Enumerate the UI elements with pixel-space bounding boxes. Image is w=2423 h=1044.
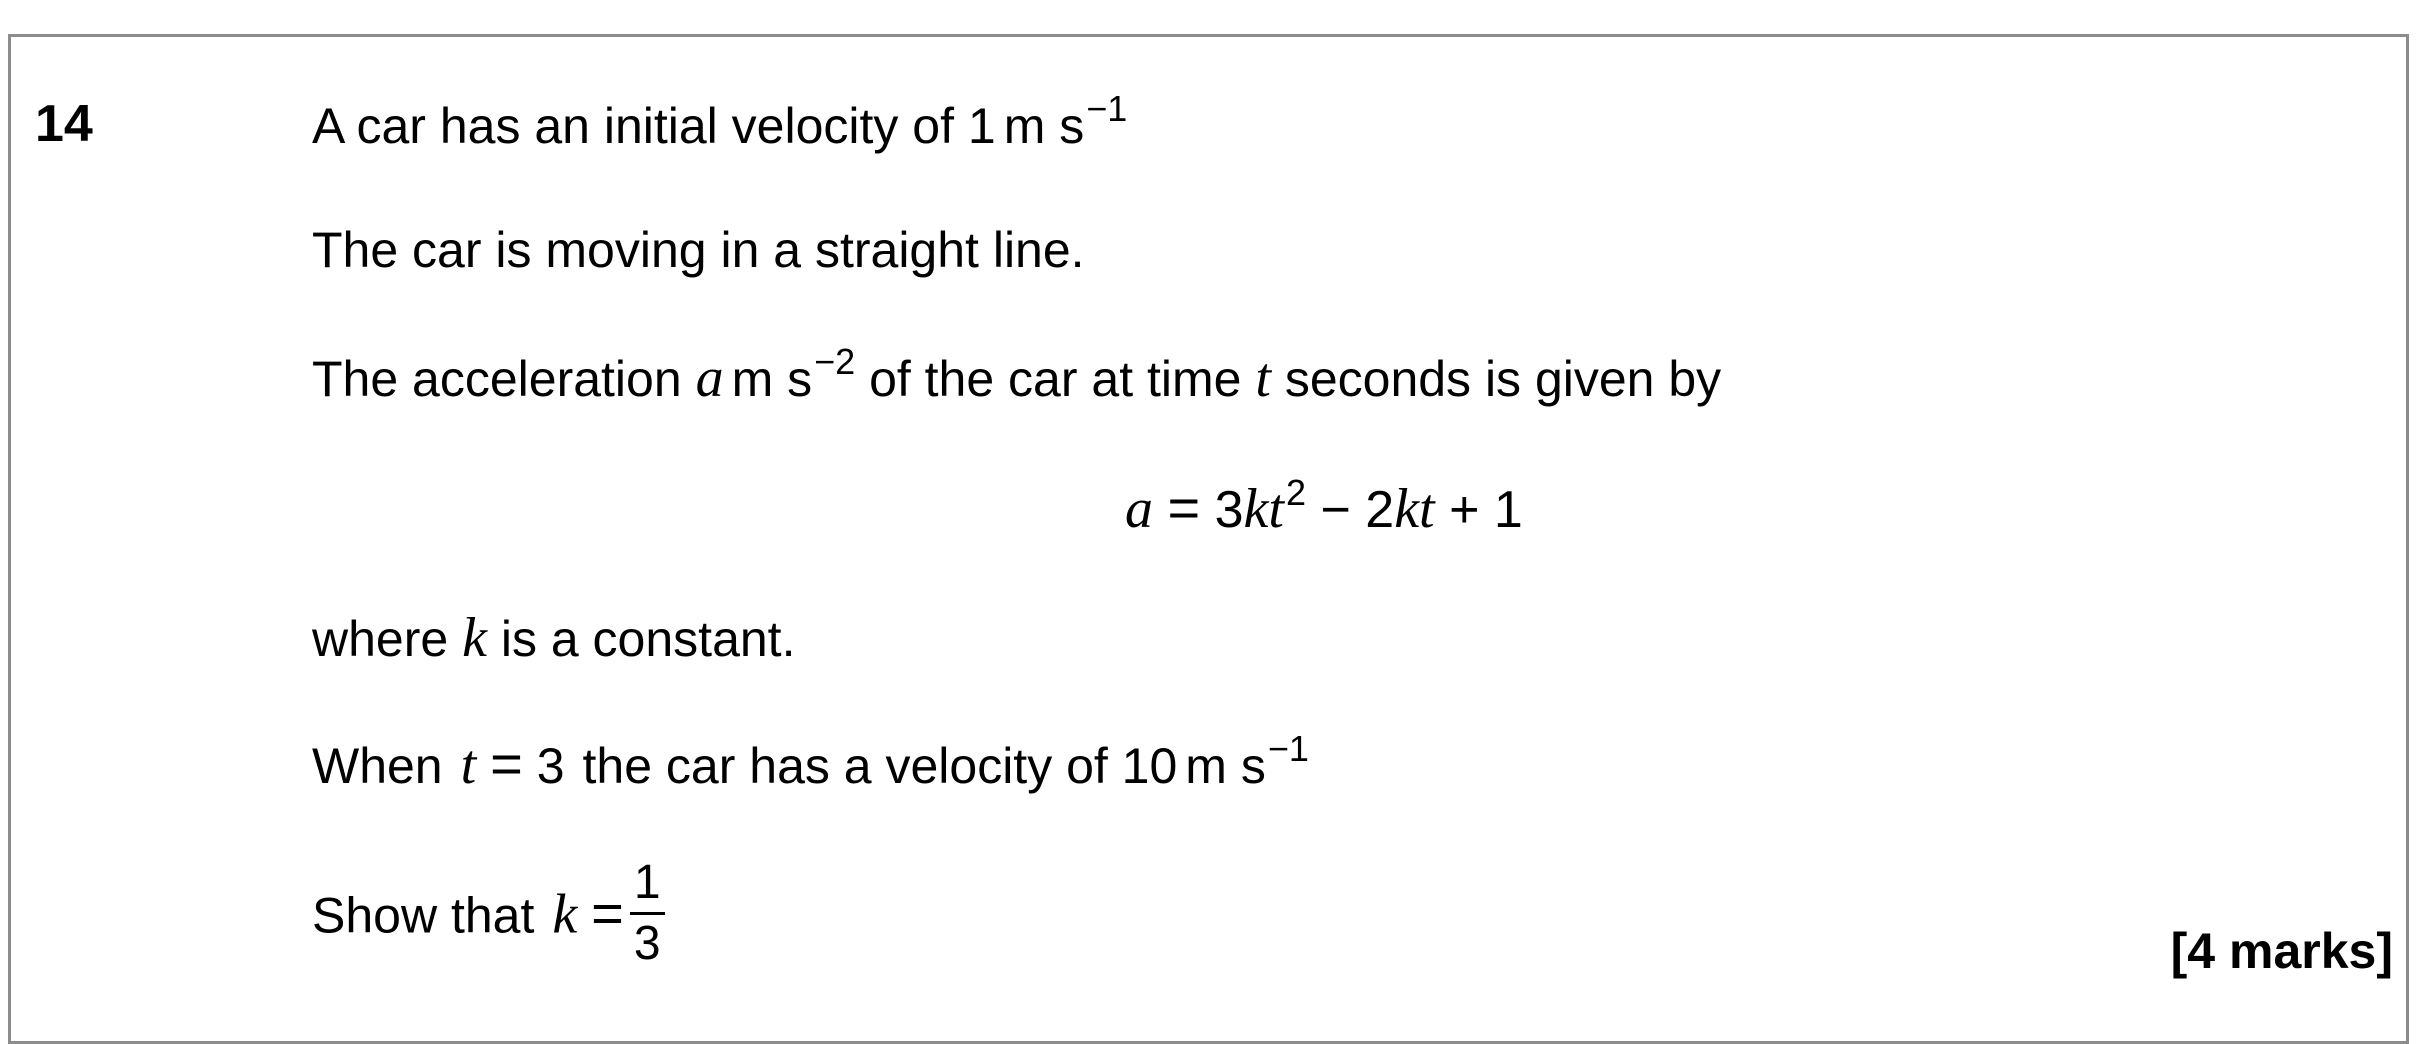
eq-term1-coef: 3 [1214,481,1244,539]
var-a: a [695,347,724,409]
line-straight-line: The car is moving in a straight line. [312,222,1085,278]
when-post: the car has a velocity of 10 [582,738,1178,794]
show-equals: = [591,881,624,945]
when-unit-exp: −1 [1267,728,1309,769]
eq-const: 1 [1493,481,1523,539]
initial-velocity-text: A car has an initial velocity of 1 [312,98,996,154]
eq-lhs: a [1125,478,1153,540]
var-k: k [462,607,487,669]
acceleration-mid: of the car at time [869,351,1242,407]
when-unit: m s [1185,738,1266,794]
fraction-denominator: 3 [633,917,661,970]
eq-term2-var: kt [1394,478,1435,540]
show-pre: Show that [312,887,535,944]
question-number: 14 [35,95,93,153]
acceleration-equation [1125,472,1523,545]
line-when-t [312,728,1309,801]
when-var-t: t [460,734,477,796]
eq-equals: = [1167,476,1201,539]
fraction-one-third [630,856,665,971]
unit-exponent: −1 [1086,88,1128,129]
line-initial-velocity [312,88,1128,161]
when-pre: When [312,738,443,794]
when-value: 3 [536,738,565,794]
acceleration-pre: The acceleration [312,351,682,407]
eq-minus: − [1320,481,1351,539]
when-equals: = [490,732,523,795]
eq-term1-var: kt [1243,478,1284,540]
constant-post: is a constant. [500,611,796,667]
unit-ms: m s [1003,98,1085,154]
fraction-numerator: 1 [633,856,661,909]
fraction-bar [630,912,665,915]
eq-term2-coef: 2 [1365,481,1395,539]
line-constant [312,608,795,669]
marks-label: [4 marks] [2170,923,2393,979]
constant-pre: where [312,611,449,667]
unit-ms2: m s [731,351,813,407]
show-var-k: k [552,883,578,946]
line-show-that [312,856,665,977]
eq-term1-exp: 2 [1285,472,1306,513]
unit-exponent-2: −2 [814,341,856,382]
eq-plus: + [1449,481,1480,539]
var-t: t [1255,347,1271,409]
acceleration-post: seconds is given by [1284,351,1722,407]
line-acceleration [312,341,1722,414]
